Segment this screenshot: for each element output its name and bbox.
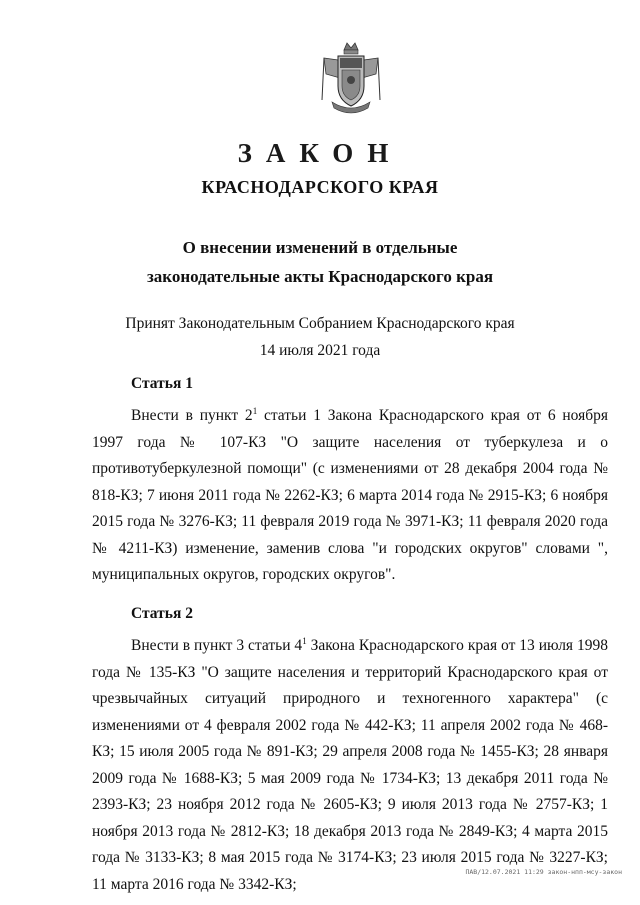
law-subject-line-1: О внесении изменений в отдельные bbox=[182, 238, 458, 257]
article-1-heading: Статья 1 bbox=[131, 375, 193, 392]
law-subject-line-2: законодательные акты Краснодарского края bbox=[146, 267, 494, 286]
document-type-title: ЗАКОН bbox=[237, 138, 403, 168]
article-2-body bbox=[92, 628, 608, 898]
adopted-date: 14 июля 2021 года bbox=[259, 342, 381, 359]
adopted-by: Принят Законодательным Собранием Краснодарского края bbox=[125, 315, 515, 332]
article-2-superscript: 1 bbox=[302, 636, 307, 646]
article-2-heading: Статья 2 bbox=[131, 605, 193, 622]
article-1-paragraph bbox=[92, 398, 608, 589]
law-subject bbox=[0, 233, 640, 291]
article-2-text-start: Внести в пункт 3 статьи 4 bbox=[131, 637, 303, 655]
article-2-text-rest: Закона Краснодарского края от 13 июля 1998 года № 135-КЗ "О защите населения и территорий Краснодарского края от чрезвычайных ситуаций природного и техногенного характера" (с изменениями от 4 февраля 2002 года № 442-КЗ; 11 апреля 2002 года № 468-КЗ; 15 июля 2005 года № 891-КЗ; 29 апреля 2008 года № 1455-КЗ; 28 января 2009 года № 1688-КЗ; 5 мая 2009 года № 1734-КЗ; 13 декабря 2011 года № 2393-КЗ; 23 ноября 2012 года № 2605-КЗ; 9 июля 2013 года № 2757-КЗ; 1 ноября 2013 года № 2812-КЗ; 18 декабря 2013 года № 2849-КЗ; 4 марта 2015 года № 3133-КЗ; 8 мая 2015 года № 3174-КЗ; 23 июля 2015 года № 3227-КЗ; 11 марта 2016 года № 3342-КЗ; bbox=[92, 637, 608, 893]
article-1-text-start: Внести в пункт 2 bbox=[131, 407, 253, 425]
adoption-info bbox=[0, 310, 640, 364]
document-footer-code: ПАВ/12.07.2021 11:29 закон-нпп-мсу-закон bbox=[465, 868, 622, 876]
region-title: КРАСНОДАРСКОГО КРАЯ bbox=[201, 177, 439, 197]
article-1-body bbox=[92, 398, 608, 589]
article-1-superscript: 1 bbox=[252, 406, 258, 416]
krasnodar-coat-of-arms-icon bbox=[318, 40, 384, 114]
article-1-text-rest: статьи 1 Закона Краснодарского края от 6 ноября 1997 года № 107-КЗ "О защите населения от туберкулеза и о противотуберкулезной помощи" (с изменениями от 28 декабря 2004 года № 818-КЗ; 7 июня 2011 года № 2262-КЗ; 6 марта 2014 года № 2915-КЗ; 6 ноября 2015 года № 3276-КЗ; 11 февраля 2019 года № 3971-КЗ; 11 февраля 2020 года № 4211-КЗ) изменение, заменив слова "и городских округов" словами ", муниципальных округов, городских округов". bbox=[92, 407, 608, 584]
article-2-paragraph bbox=[92, 628, 608, 898]
